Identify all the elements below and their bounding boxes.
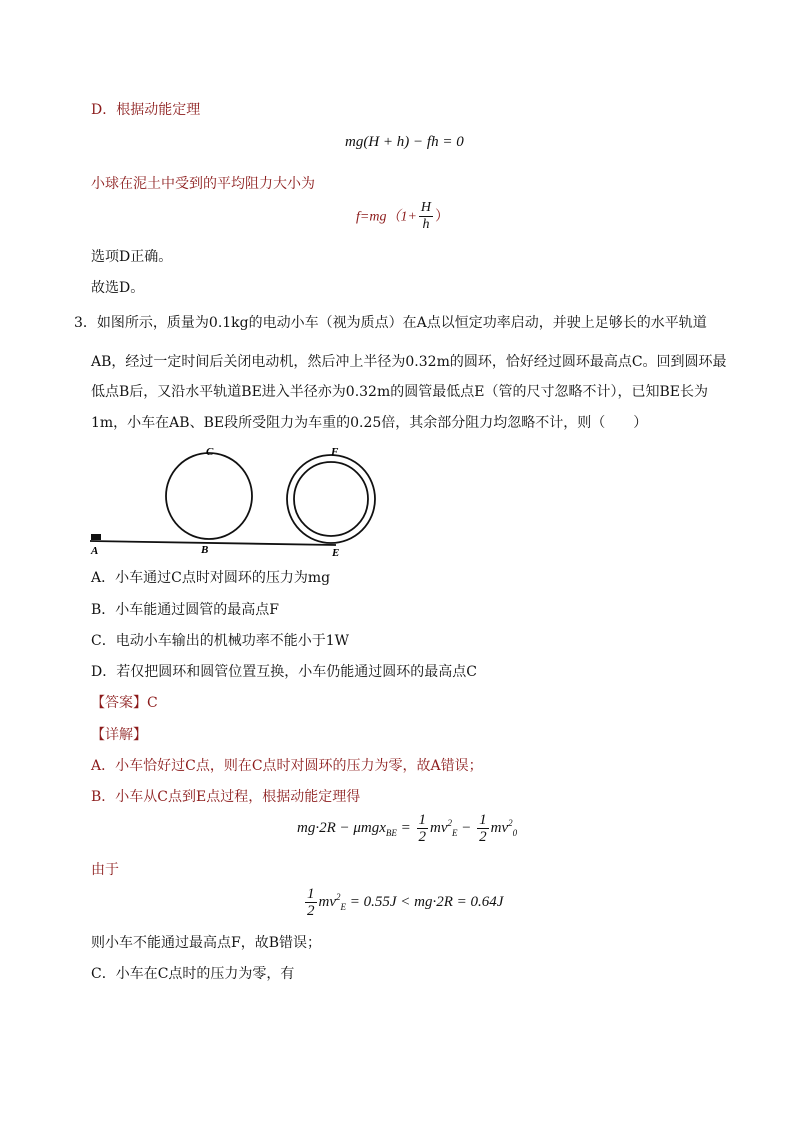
correct-option-line: 选项D正确。 — [91, 249, 173, 265]
since-label: 由于 — [91, 862, 119, 878]
eq4-frac-den: 2 — [307, 903, 315, 919]
question-3-stem-line-3: 低点B后，又沿水平轨道BE进入半径亦为0.32m的圆管最低点E（管的尺寸忽略不计），已知BE长为 — [91, 384, 708, 400]
detail-c: C．小车在C点时的压力为零，有 — [91, 966, 295, 982]
tube-outer — [287, 455, 375, 543]
eq4-frac-num: 1 — [307, 886, 315, 902]
eq3-left: mg·2R − μmgx — [297, 819, 386, 836]
eq4-mv: mv — [318, 893, 336, 910]
eq3-mid-sub: E — [452, 827, 458, 838]
horizontal-track — [90, 541, 336, 545]
label-e: E — [332, 547, 340, 559]
option-c: C．电动小车输出的机械功率不能小于1W — [91, 633, 350, 649]
detail-label: 【详解】 — [91, 727, 147, 743]
answer-value: C — [147, 695, 158, 711]
question-3-stem-line-4: 1m，小车在AB、BE段所受阻力为车重的0.25倍，其余部分阻力均忽略不计，则（ ） — [91, 415, 648, 431]
label-f: F — [331, 446, 339, 458]
eq3-end: mv — [490, 819, 509, 836]
label-c: C — [206, 446, 214, 458]
eq3-mid: mv — [430, 819, 448, 836]
eq3-end-sub: 0 — [512, 827, 518, 838]
eq4-rest: = 0.55J < mg·2R = 0.64J — [346, 893, 504, 910]
option-d: D．若仅把圆环和圆管位置互换，小车仍能通过圆环的最高点C — [91, 664, 477, 680]
car-icon — [91, 534, 101, 540]
question-3-stem-line-1: 3．如图所示，质量为0.1kg的电动小车（视为质点）在A点以恒定功率启动，并驶上足够长的水平轨道 — [74, 315, 707, 331]
eq3-sub: BE — [385, 827, 397, 838]
eq3-mid-sup: 2 — [447, 817, 453, 828]
equation-energy-theorem: mg(H + h) − fh = 0 — [345, 134, 464, 150]
eq2-right: ） — [435, 208, 450, 225]
eq3-frac-den-2: 2 — [479, 829, 487, 845]
cannot-pass-line: 则小车不能通过最高点F，故B错误； — [91, 935, 322, 951]
eq4-sub: E — [340, 901, 346, 912]
equation-resistance — [356, 200, 449, 233]
eq3-frac-num-1: 1 — [418, 812, 427, 828]
equation-kinetic-compare — [303, 886, 503, 919]
eq3-minus: − — [457, 819, 476, 836]
answer-line — [91, 693, 158, 713]
equation-work-energy — [297, 812, 517, 845]
ring-loop — [166, 453, 252, 539]
option-a: A．小车通过C点时对圆环的压力为mg — [91, 570, 331, 586]
tube-inner — [294, 462, 368, 536]
eq3-frac-den-1: 2 — [418, 829, 427, 845]
detail-a: A．小车恰好过C点，则在C点时对圆环的压力为零，故A错误； — [91, 758, 483, 774]
eq2-left: f=mg（1+ — [356, 209, 417, 225]
eq2-denominator: h — [422, 217, 430, 232]
answer-label: 【答案】 — [91, 695, 147, 711]
track-figure — [88, 443, 388, 563]
question-3-stem-line-2: AB，经过一定时间后关闭电动机，然后冲上半径为0.32m的圆环，恰好经过圆环最高点C。回到圆环最 — [91, 354, 727, 370]
detail-b: B．小车从C点到E点过程，根据动能定理得 — [91, 789, 361, 805]
eq3-equals: = — [396, 819, 415, 836]
resistance-statement: 小球在泥土中受到的平均阻力大小为 — [91, 176, 315, 192]
eq3-frac-num-2: 1 — [479, 812, 487, 828]
label-b: B — [201, 544, 209, 556]
eq4-sup: 2 — [336, 891, 341, 902]
option-d-analysis: D．根据动能定理 — [91, 102, 201, 118]
option-b: B．小车能通过圆管的最高点F — [91, 602, 280, 618]
choose-line: 故选D。 — [91, 280, 145, 296]
eq2-numerator: H — [420, 200, 432, 215]
label-a: A — [91, 545, 99, 557]
eq3-end-sup: 2 — [508, 817, 513, 828]
